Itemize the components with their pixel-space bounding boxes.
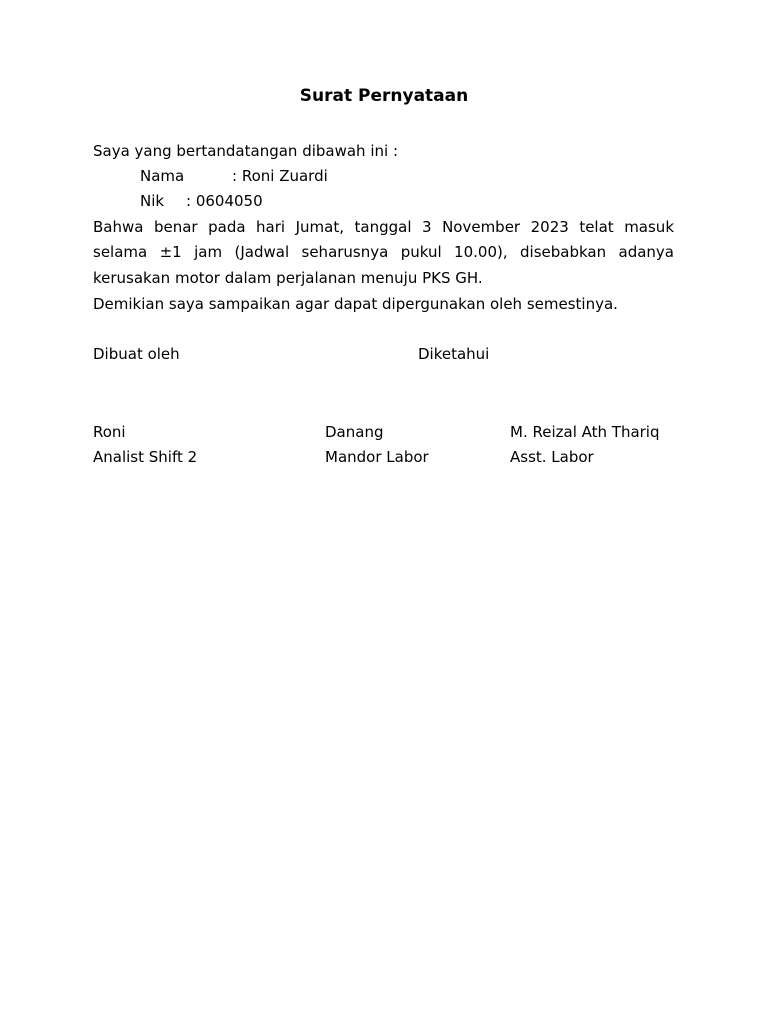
field-label-nama: Nama — [140, 167, 185, 185]
body-line-1: Bahwa benar pada hari Jumat, tanggal 3 November 2023 telat masuk — [93, 218, 674, 236]
document-title: Surat Pernyataan — [299, 86, 469, 106]
made-by-label: Dibuat oleh — [93, 345, 180, 363]
signatory-role: Mandor Labor — [325, 448, 429, 466]
intro-text: Saya yang bertandatangan dibawah ini : — [93, 142, 398, 160]
closing-text: Demikian saya sampaikan agar dapat dipergunakan oleh semestinya. — [93, 295, 618, 313]
body-line-2: selama ±1 jam (Jadwal seharusnya pukul 10.00), disebabkan adanya — [93, 243, 674, 261]
signatory-role: Asst. Labor — [510, 448, 594, 466]
signatory-name: Roni — [93, 423, 126, 441]
acknowledged-label: Diketahui — [418, 345, 490, 363]
body-line-3: kerusakan motor dalam perjalanan menuju PKS GH. — [93, 269, 483, 287]
signatory-name: Danang — [325, 423, 384, 441]
signatory-role: Analist Shift 2 — [93, 448, 198, 466]
field-label-nik: Nik — [140, 192, 165, 210]
signatory-name: M. Reizal Ath Thariq — [510, 423, 660, 441]
field-value-nama: : Roni Zuardi — [232, 167, 328, 185]
field-value-nik: : 0604050 — [186, 192, 263, 210]
